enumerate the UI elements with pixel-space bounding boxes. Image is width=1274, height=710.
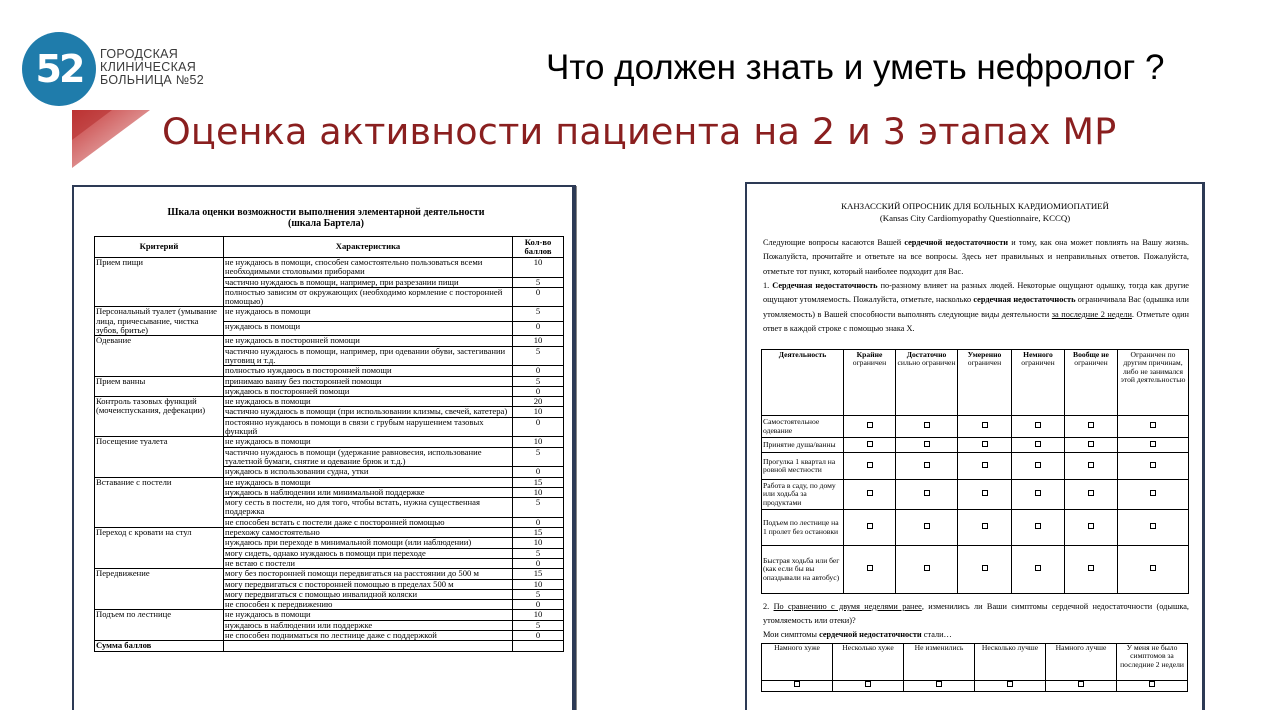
column-header-text: ограничен [852,358,887,368]
points-cell: 15 [513,477,564,487]
q2-option-label: Намного лучше [1046,644,1117,681]
answer-cell [844,416,896,438]
slide-top-title: Что должен знать и уметь нефролог ? [546,48,1165,87]
table-row [95,437,564,447]
points-cell: 0 [513,321,564,335]
answer-cell [1012,416,1065,438]
activity-label: Прогулка 1 квартал на ровной местности [762,453,844,480]
answer-cell [1012,438,1065,453]
characteristic-cell: нуждаюсь в использовании судна, утки [224,467,513,477]
logo-mark: 52 [35,47,83,91]
characteristic-cell: полностью зависим от окружающих (необходимо кормление с посторонней помощью) [224,287,513,307]
q2-options-row [762,644,1188,681]
points-cell: 10 [513,407,564,417]
text-run: по-разному влияет на разных людей. Некоторые ощущают одышку, тогда как другие ощущают утомляемость. Пожалуйста, отметьте, насколько [763,281,1189,305]
characteristic-cell: могу сесть в постели, но для того, чтобы встать, нужна существенная поддержка [224,498,513,518]
barthel-table-body [95,258,564,652]
answer-checkbox[interactable] [924,422,930,428]
kccq-column-header [958,350,1012,416]
answer-checkbox[interactable] [1088,422,1094,428]
answer-checkbox[interactable] [1035,523,1041,529]
characteristic-cell: не нуждаюсь в посторонней помощи [224,336,513,346]
kccq-activity-row [762,438,1189,453]
answer-checkbox[interactable] [867,523,873,529]
answer-checkbox[interactable] [1088,441,1094,447]
answer-checkbox[interactable] [867,462,873,468]
kccq-q2-table [761,643,1188,692]
points-cell: 0 [513,467,564,477]
q2-answer-cell [904,681,975,692]
points-cell: 5 [513,376,564,386]
points-cell: 0 [513,366,564,376]
table-row [95,336,564,346]
characteristic-cell: могу сидеть, однако нуждаюсь в помощи при переходе [224,548,513,558]
points-cell: 5 [513,498,564,518]
text-run-bold: Сердечная недостаточность [772,281,878,290]
kccq-document [745,182,1205,710]
answer-cell [1065,510,1118,546]
answer-cell [1012,510,1065,546]
table-row [95,397,564,407]
q2-option-label: Не изменились [904,644,975,681]
answer-checkbox[interactable] [982,490,988,496]
answer-checkbox[interactable] [867,422,873,428]
kccq-column-header [844,350,896,416]
activity-label: Быстрая ходьба или бег (как если бы вы опаздывали на автобус) [762,546,844,594]
q2-checkbox-row [762,681,1188,692]
answer-cell [958,453,1012,480]
q2-answer-cell [975,681,1046,692]
criterion-cell: Посещение туалета [95,437,224,477]
points-cell: 5 [513,447,564,467]
answer-cell [1012,480,1065,510]
answer-checkbox[interactable] [982,422,988,428]
answer-cell [1065,416,1118,438]
answer-cell [844,510,896,546]
points-cell: 10 [513,437,564,447]
text-run-bold: сердечной недостаточности [819,630,922,639]
column-header-text: сильно ограничен [897,358,956,368]
answer-checkbox[interactable] [1035,490,1041,496]
points-cell: 0 [513,386,564,396]
answer-cell [1118,438,1189,453]
barthel-title-line: (шкала Бартела) [288,218,364,229]
characteristic-cell: частично нуждаюсь в помощи, например, при разрезании пищи [224,277,513,287]
column-header-text: ограничен [967,358,1002,368]
answer-checkbox[interactable] [1035,565,1041,571]
activity-label: Работа в саду, по дому или ходьба за продуктами [762,480,844,510]
q2-answer-cell [1117,681,1188,692]
answer-cell [844,438,896,453]
characteristic-cell: перехожу самостоятельно [224,528,513,538]
text-run: ограничивала Вас (одышка или утомляемость) в Вашей способности выполнять следующие виды деятельности [763,295,1189,319]
red-corner-decoration [72,110,150,168]
hospital-name [100,48,204,87]
q2-option-label: У меня не было симптомов за последние 2 недели [1117,644,1188,681]
q2-answer-cell [762,681,833,692]
kccq-column-header [1012,350,1065,416]
column-header-text: ограничен [1074,358,1108,368]
points-cell: 10 [513,258,564,278]
column-header-bold: Деятельность [778,350,827,359]
answer-checkbox[interactable] [924,523,930,529]
text-run: . Отметьте один ответ в каждой строке с помощью знака Х. [763,309,1189,333]
characteristic-cell: частично нуждаюсь в помощи (удержание равновесия, использование туалетной бумаги, снятие и одевание брюк и т.д.) [224,447,513,467]
answer-checkbox[interactable] [1088,565,1094,571]
answer-cell [1118,546,1189,594]
answer-checkbox[interactable] [1088,462,1094,468]
column-header-bold: Умеренно [967,350,1002,359]
answer-cell [1118,510,1189,546]
activity-label: Подъем по лестнице на 1 пролет без остановки [762,510,844,546]
kccq-column-header [762,350,844,416]
sum-value-cell [224,641,513,651]
points-cell: 0 [513,417,564,437]
column-header-bold: Крайне [856,350,883,359]
q2-answer-checkbox[interactable] [865,681,871,687]
q2-answer-checkbox[interactable] [794,681,800,687]
points-cell: 0 [513,630,564,640]
answer-checkbox[interactable] [924,490,930,496]
q2-answer-checkbox[interactable] [1007,681,1013,687]
characteristic-cell: не нуждаюсь в помощи [224,610,513,620]
kccq-question-2-sub [763,628,1189,642]
col-criterion-header: Критерий [95,237,224,258]
answer-checkbox[interactable] [867,441,873,447]
column-header-bold: Вообще не [1073,350,1109,359]
characteristic-cell: не нуждаюсь в помощи [224,307,513,321]
points-cell: 5 [513,589,564,599]
table-row [95,610,564,620]
points-cell: 10 [513,610,564,620]
characteristic-cell: нуждаюсь в наблюдении или поддержке [224,620,513,630]
kccq-question-1 [763,279,1189,336]
kccq-title-line: (Kansas City Cardiomyopathy Questionnaire, KCCQ) [879,213,1071,223]
answer-checkbox[interactable] [1150,490,1156,496]
hospital-name-line: БОЛЬНИЦА №52 [100,73,205,87]
answer-checkbox[interactable] [924,441,930,447]
answer-checkbox[interactable] [982,441,988,447]
kccq-intro [763,236,1189,279]
answer-cell [896,480,958,510]
q2-option-label: Намного хуже [762,644,833,681]
answer-checkbox[interactable] [867,490,873,496]
characteristic-cell: не способен встать с постели даже с посторонней помощью [224,517,513,527]
activity-label: Самостоятельное одевание [762,416,844,438]
characteristic-cell: не нуждаюсь в помощи [224,397,513,407]
answer-cell [896,416,958,438]
barthel-table [94,236,564,652]
criterion-cell: Переход с кровати на стул [95,528,224,569]
answer-checkbox[interactable] [982,565,988,571]
characteristic-cell: нуждаюсь в посторонней помощи [224,386,513,396]
text-run: 2. [763,602,774,611]
answer-checkbox[interactable] [1150,462,1156,468]
characteristic-cell: нуждаюсь в помощи [224,321,513,335]
answer-cell [1065,438,1118,453]
col-points-header: Кол-во баллов [513,237,564,258]
points-cell: 10 [513,336,564,346]
points-cell: 0 [513,558,564,568]
column-header-bold: Немного [1023,350,1053,359]
answer-checkbox[interactable] [1150,565,1156,571]
answer-checkbox[interactable] [1035,462,1041,468]
answer-checkbox[interactable] [982,462,988,468]
barthel-title-line: Шкала оценки возможности выполнения элементарной деятельности [167,207,485,218]
sum-points-cell [513,641,564,651]
points-cell: 5 [513,548,564,558]
answer-checkbox[interactable] [867,565,873,571]
kccq-question-2 [763,600,1189,629]
barthel-title [74,207,576,229]
points-cell: 5 [513,346,564,366]
kccq-activity-table [761,349,1189,594]
q2-answer-cell [833,681,904,692]
characteristic-cell: полностью нуждаюсь в посторонней помощи [224,366,513,376]
kccq-table-body [762,416,1189,594]
barthel-scale-document [72,185,576,710]
answer-checkbox[interactable] [1150,523,1156,529]
table-row [95,258,564,278]
kccq-title [747,200,1203,224]
kccq-column-header [896,350,958,416]
hospital-name-line: КЛИНИЧЕСКАЯ [100,60,197,74]
table-row [95,307,564,321]
answer-cell [1065,453,1118,480]
points-cell: 5 [513,277,564,287]
characteristic-cell: не нуждаюсь в помощи, способен самостоятельно пользоваться всеми необходимыми столовыми приборами [224,258,513,278]
text-run-underline: за последние 2 недели [1051,309,1132,319]
criterion-cell: Вставание с постели [95,477,224,527]
table-row [95,376,564,386]
sum-label-cell: Сумма баллов [95,641,224,651]
text-run-bold: сердечная недостаточность [973,295,1076,305]
answer-checkbox[interactable] [924,462,930,468]
points-cell: 20 [513,397,564,407]
text-run: стали… [921,630,952,639]
q2-answer-cell [1046,681,1117,692]
answer-cell [844,453,896,480]
column-header-bold: Достаточно [906,350,947,359]
answer-checkbox[interactable] [1035,441,1041,447]
sum-row [95,641,564,651]
kccq-activity-row [762,416,1189,438]
answer-checkbox[interactable] [1035,422,1041,428]
points-cell: 5 [513,307,564,321]
answer-cell [1118,453,1189,480]
main-title: Оценка активности пациента на 2 и 3 этапах МР [162,110,1117,153]
characteristic-cell: частично нуждаюсь в помощи, например, при одевании обуви, застегивании пуговиц и т.д. [224,346,513,366]
answer-cell [844,480,896,510]
kccq-activity-row [762,546,1189,594]
column-header-text: Ограничен по другим причинам, либо не занимался этой деятельностью [1120,350,1186,384]
table-row [95,569,564,579]
text-run: и тому, как она может повлиять на Вашу жизнь. Пожалуйста, прочитайте и ответьте на все вопросы. Здесь нет правильных и неправильных ответов. Пожалуйста, отметьте тот пункт, который наиболее подходит для Вас. [763,238,1189,276]
q2-answer-checkbox[interactable] [1078,681,1084,687]
answer-cell [958,510,1012,546]
criterion-cell: Прием пищи [95,258,224,307]
answer-cell [1012,546,1065,594]
points-cell: 10 [513,538,564,548]
answer-checkbox[interactable] [1150,441,1156,447]
answer-cell [896,453,958,480]
characteristic-cell: не способен к передвижению [224,600,513,610]
points-cell: 0 [513,517,564,527]
characteristic-cell: не нуждаюсь в помощи [224,477,513,487]
characteristic-cell: могу передвигаться с посторонней помощью в пределах 500 м [224,579,513,589]
answer-cell [896,546,958,594]
kccq-activity-row [762,510,1189,546]
q2-option-label: Несколько лучше [975,644,1046,681]
characteristic-cell: нуждаюсь в наблюдении или минимальной поддержке [224,487,513,497]
kccq-activity-row [762,480,1189,510]
answer-checkbox[interactable] [1088,490,1094,496]
criterion-cell: Контроль тазовых функций (мочеиспускания, дефекации) [95,397,224,437]
answer-cell [1012,453,1065,480]
points-cell: 0 [513,600,564,610]
q2-answer-checkbox[interactable] [936,681,942,687]
text-run: Следующие вопросы касаются Вашей [763,238,905,247]
q2-option-label: Несколько хуже [833,644,904,681]
answer-cell [896,438,958,453]
text-run-bold: сердечной недостаточности [904,238,1009,247]
kccq-title-line: КАНЗАССКИЙ ОПРОСНИК ДЛЯ БОЛЬНЫХ КАРДИОМИОПАТИЕЙ [841,201,1109,211]
answer-checkbox[interactable] [924,565,930,571]
answer-cell [1065,480,1118,510]
characteristic-cell: нуждаюсь при переходе в минимальной помощи (или наблюдении) [224,538,513,548]
answer-cell [958,546,1012,594]
points-cell: 0 [513,287,564,307]
hospital-logo [22,32,96,106]
criterion-cell: Подъем по лестнице [95,610,224,641]
kccq-header-row [762,350,1189,416]
characteristic-cell: не способен подниматься по лестнице даже с поддержкой [224,630,513,640]
characteristic-cell: не нуждаюсь в помощи [224,437,513,447]
points-cell: 15 [513,528,564,538]
activity-label: Принятие душа/ванны [762,438,844,453]
characteristic-cell: принимаю ванну без посторонней помощи [224,376,513,386]
criterion-cell: Персональный туалет (умывание лица, причесывание, чистка зубов, бритье) [95,307,224,336]
answer-cell [1118,416,1189,438]
points-cell: 10 [513,579,564,589]
characteristic-cell: не встаю с постели [224,558,513,568]
answer-cell [1065,546,1118,594]
characteristic-cell: могу без посторонней помощи передвигаться на расстоянии до 500 м [224,569,513,579]
hospital-name-line: ГОРОДСКАЯ [100,47,179,61]
criterion-cell: Передвижение [95,569,224,610]
text-run: , изменились ли Ваши симптомы сердечной недостаточности (одышка, утомляемость или отеки)? [763,602,1189,626]
answer-cell [896,510,958,546]
col-characteristic-header: Характеристика [224,237,513,258]
answer-cell [1118,480,1189,510]
answer-checkbox[interactable] [1088,523,1094,529]
q2-answer-checkbox[interactable] [1149,681,1155,687]
text-run-underline: По сравнению с двумя неделями ранее [773,602,922,611]
answer-cell [958,480,1012,510]
column-header-text: ограничен [1021,358,1055,368]
table-row [95,477,564,487]
characteristic-cell: могу передвигаться с помощью инвалидной коляски [224,589,513,599]
points-cell: 15 [513,569,564,579]
criterion-cell: Прием ванны [95,376,224,397]
answer-cell [958,438,1012,453]
kccq-column-header [1065,350,1118,416]
table-row [95,528,564,538]
answer-cell [844,546,896,594]
answer-cell [958,416,1012,438]
kccq-column-header [1118,350,1189,416]
points-cell: 5 [513,620,564,630]
text-run: 1. [763,281,773,290]
characteristic-cell: частично нуждаюсь в помощи (при использовании клизмы, свечей, катетера) [224,407,513,417]
characteristic-cell: постоянно нуждаюсь в помощи в связи с грубым нарушением тазовых функций [224,417,513,437]
criterion-cell: Одевание [95,336,224,376]
answer-checkbox[interactable] [1150,422,1156,428]
answer-checkbox[interactable] [982,523,988,529]
points-cell: 10 [513,487,564,497]
kccq-activity-row [762,453,1189,480]
text-run: Мои симптомы [763,630,820,639]
